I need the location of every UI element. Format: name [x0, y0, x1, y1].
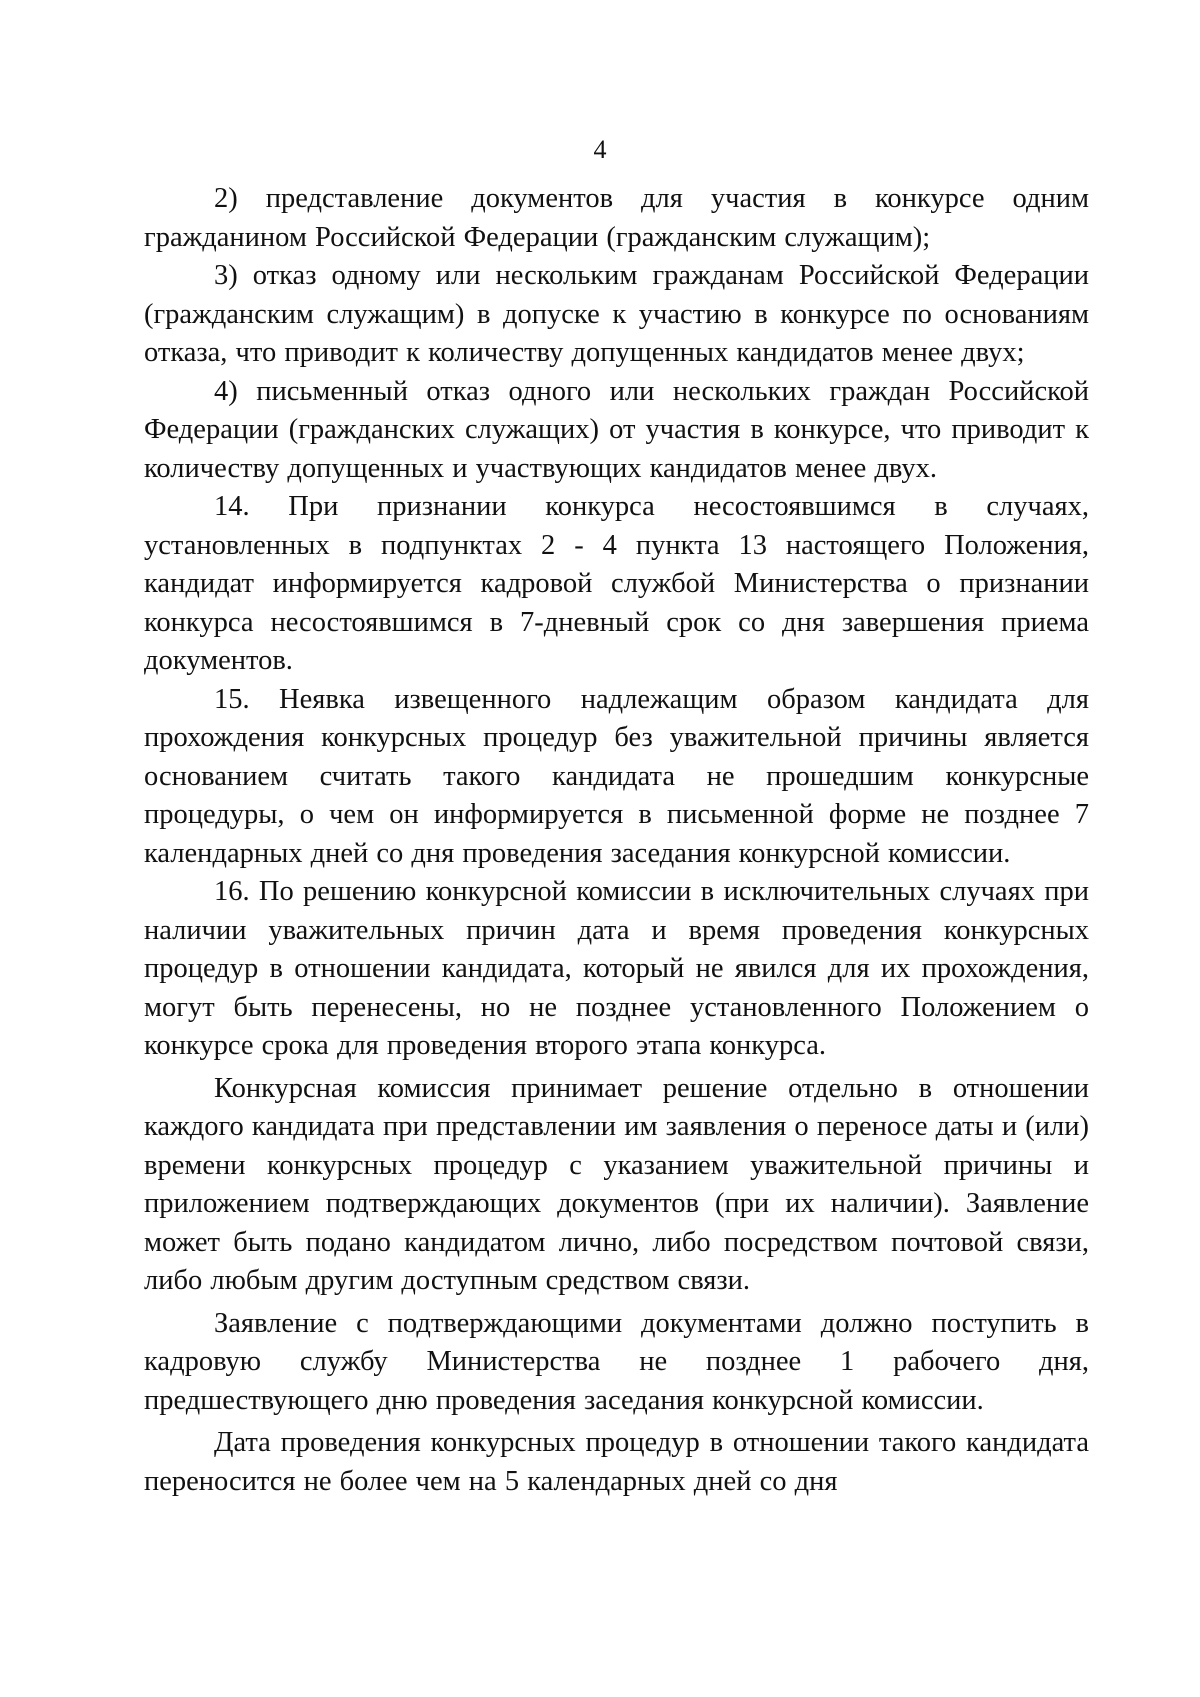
paragraph-date-postponement: Дата проведения конкурсных процедур в отношении такого кандидата переносится не более чем на 5 календарных дней со дня: [144, 1427, 1089, 1497]
document-body: [144, 180, 1089, 1501]
paragraph-commission-decision: Конкурсная комиссия принимает решение отдельно в отношении каждого кандидата при представлении им заявления о переносе даты и (или) времени конкурсных процедур с указанием уважительной причины и приложением подтверждающих документов (при их наличии). Заявление может быть подано кандидатом лично, либо посредством почтовой связи, либо любым другим доступным средством связи.: [144, 1072, 1089, 1296]
paragraph-application-deadline: Заявление с подтверждающими документами должно поступить в кадровую службу Министерства не позднее 1 рабочего дня, предшествующего дню проведения заседания конкурсной комиссии.: [144, 1307, 1089, 1416]
paragraph-item-2: 2) представление документов для участия в конкурсе одним гражданином Российской Федерации (гражданским служащим);: [144, 183, 1089, 253]
paragraph-clause-15: 15. Неявка извещенного надлежащим образом кандидата для прохождения конкурсных процедур без уважительной причины является основанием считать такого кандидата не прошедшим конкурсные процедуры, о чем он информируется в письменной форме не позднее 7 календарных дней со дня проведения заседания конкурсной комиссии.: [144, 683, 1089, 869]
paragraph-item-4: 4) письменный отказ одного или нескольких граждан Российской Федерации (гражданских служащих) от участия в конкурсе, что приводит к количеству допущенных и участвующих кандидатов менее двух.: [144, 375, 1089, 484]
page-number: 4: [593, 135, 607, 164]
paragraph-item-3: 3) отказ одному или нескольким гражданам Российской Федерации (гражданским служащим) в допуске к участию в конкурсе по основаниям отказа, что приводит к количеству допущенных кандидатов менее двух;: [144, 260, 1089, 368]
paragraph-clause-14: 14. При признании конкурса несостоявшимся в случаях, установленных в подпунктах 2 - 4 пункта 13 настоящего Положения, кандидат информируется кадровой службой Министерства о признании конкурса несостоявшимся в 7-дневный срок со дня завершения приема документов.: [144, 491, 1089, 676]
paragraph-clause-16: 16. По решению конкурсной комиссии в исключительных случаях при наличии уважительных причин дата и время проведения конкурсных процедур в отношении кандидата, который не явился для их прохождения, могут быть перенесены, но не позднее установленного Положением о конкурсе срока для проведения второго этапа конкурса.: [144, 876, 1089, 1061]
